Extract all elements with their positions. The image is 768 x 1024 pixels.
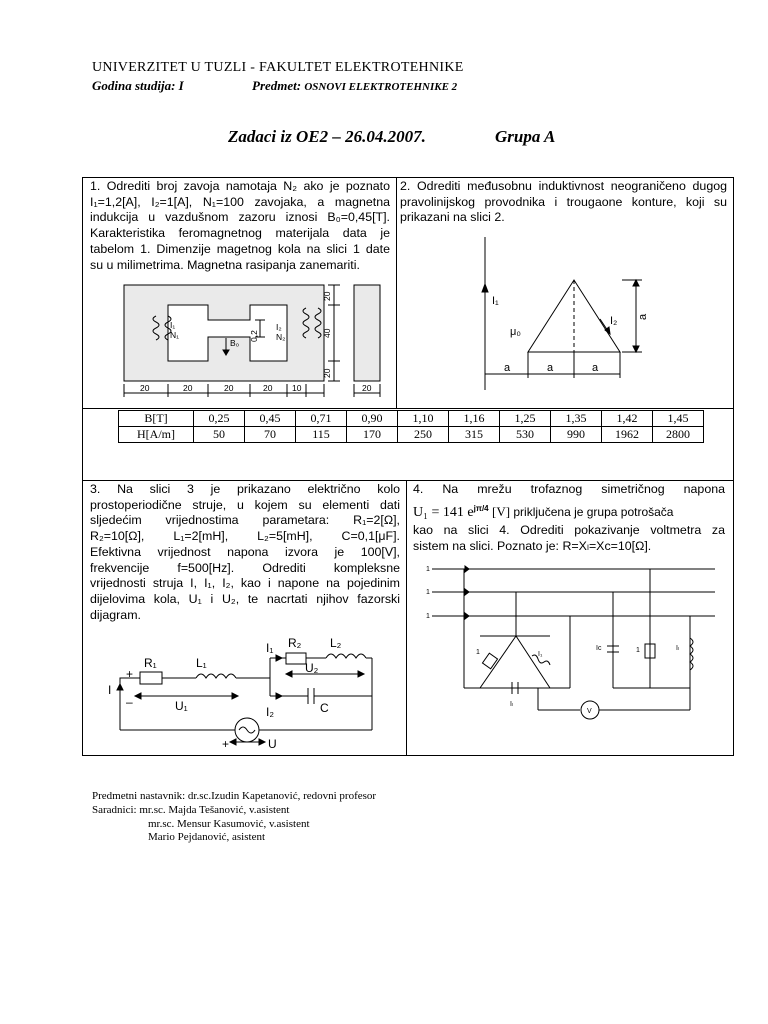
table-row-h xyxy=(119,427,704,443)
side-view xyxy=(354,285,380,381)
label-i2: I₂ xyxy=(276,322,282,332)
figure-3-ac-circuit xyxy=(100,630,400,752)
label-i1: I₁ xyxy=(170,320,176,330)
task-2-line: 2. Odrediti međusobnu induktivnost neograničeno dugog xyxy=(400,179,727,193)
task-3-line: R₂=10[Ω], L₁=2[mH], L₂=5[mH], C=0,1[μF]. xyxy=(90,529,400,544)
task-3-line: sljedećim vrijednostima parametara: R₁=2[Ω], xyxy=(90,513,400,528)
footer-assistant: mr.sc. Mensur Kasumović, v.asistent xyxy=(148,818,310,830)
dim-bottom: 20 xyxy=(140,383,150,393)
resistor-r2 xyxy=(286,653,306,664)
task-2-line: prikazani na slici 2. xyxy=(400,210,505,225)
task-4-line: 4. Na mrežu trofaznog simetričnog napona xyxy=(413,482,725,496)
task-3-line: 3. Na slici 3 je prikazano električno kolo xyxy=(90,482,400,496)
label-phase: 1 xyxy=(426,589,430,596)
task-3-line: Efektivna vrijednost napona izvora je 100[V], xyxy=(90,544,400,559)
label-b0: B₀ xyxy=(230,338,240,348)
gap-dim: 0,2 xyxy=(249,330,259,342)
inductor-l1 xyxy=(196,674,236,678)
h-cell: 2800 xyxy=(653,427,704,443)
footer-assistant: Mario Pejdanović, asistent xyxy=(148,831,266,843)
label-u2: U₂ xyxy=(305,661,319,675)
b-cell: 1,35 xyxy=(551,411,602,427)
dim-right: 20 xyxy=(322,368,332,378)
dim-bottom: 20 xyxy=(263,383,273,393)
inductor-l2 xyxy=(326,654,366,658)
resistor-r1 xyxy=(140,672,162,684)
exam-title: Zadaci iz OE2 – 26.04.2007. xyxy=(228,127,426,146)
subject xyxy=(252,78,457,94)
label-i1: I₁ xyxy=(492,295,499,307)
dim-bottom: 20 xyxy=(224,383,234,393)
figure-2-wire-triangle xyxy=(470,232,650,392)
label-i1: I₁ xyxy=(266,641,274,655)
year-subject-line xyxy=(92,78,458,94)
b-cell: 0,90 xyxy=(347,411,398,427)
label-plus: + xyxy=(126,667,134,681)
subject-name: OSNOVI ELEKTROTEHNIKE 2 xyxy=(304,81,458,93)
exam-group: Grupa A xyxy=(495,127,556,146)
b-cell: 1,16 xyxy=(449,411,500,427)
label-plus: + xyxy=(222,737,230,751)
dim-right: 20 xyxy=(322,291,332,301)
task-4-formula-line xyxy=(413,501,725,521)
label-c: C xyxy=(320,701,329,715)
label-v: V xyxy=(587,708,592,715)
footer-assistants: Saradnici: mr.sc. Majda Tešanović, v.asistent xyxy=(92,804,290,816)
formula-after: priključena je grupa potrošača xyxy=(513,504,674,519)
label-i: I xyxy=(108,683,112,697)
label-r2: R₂ xyxy=(288,636,302,650)
label-i1: I₁ xyxy=(538,651,543,658)
b-cell: 0,25 xyxy=(194,411,245,427)
label-u1: U₁ xyxy=(175,699,188,713)
task-1-line: Karakteristika feromagnetnog materijala data je xyxy=(90,226,390,241)
label-n2: N₂ xyxy=(276,332,286,342)
task-3-line: dijagram. xyxy=(90,607,141,622)
task-1-line: I₁=1,2[A], I₂=1[A], N₁=100 zavojaka, a magnetna xyxy=(90,194,390,209)
label-phase: 1 xyxy=(426,613,430,620)
label-phase: 1 xyxy=(426,566,430,573)
divider-bottom xyxy=(406,480,407,756)
label-i2: I₂ xyxy=(266,705,274,719)
label-a: a xyxy=(592,362,599,374)
b-label: B[T] xyxy=(119,411,194,427)
label-il: Iₗ xyxy=(510,701,514,708)
b-cell: 0,71 xyxy=(296,411,347,427)
dim-bottom: 20 xyxy=(362,383,372,393)
h-cell: 50 xyxy=(194,427,245,443)
label-ic: Iᴄ xyxy=(596,645,602,652)
label-a: a xyxy=(637,313,649,320)
subject-label: Predmet: xyxy=(252,78,302,93)
h-cell: 70 xyxy=(245,427,296,443)
label-mu0: μ₀ xyxy=(510,326,521,338)
university-header: UNIVERZITET U TUZLI - FAKULTET ELEKTROTEHNIKE xyxy=(92,60,464,75)
task-1-line: 1. Odrediti broj zavoja namotaja N₂ ako je poznato xyxy=(90,179,390,193)
task-3-line: frekvencije f=500[Hz]. Odrediti kompleksne xyxy=(90,560,400,575)
h-cell: 1962 xyxy=(602,427,653,443)
label-minus: – xyxy=(126,695,133,709)
label-n1: N₁ xyxy=(170,330,180,340)
label-u: U xyxy=(268,737,277,751)
formula-unit: [V] xyxy=(491,503,511,519)
label-a: a xyxy=(547,362,554,374)
task-3-line: dijelovima kola, U₁ i U₂, te nacrtati njihov fazorski xyxy=(90,591,400,606)
label-phase: 1 xyxy=(636,647,640,654)
task-2-line: pravolinijskog provodnika i trougaone konture, koji su xyxy=(400,194,727,209)
h-cell: 315 xyxy=(449,427,500,443)
task-1-line: tabelom 1. Dimenzije magetnog kola na slici 1 date xyxy=(90,241,390,256)
label-l1: L₁ xyxy=(196,656,207,670)
label-phase: 1 xyxy=(476,649,480,656)
table-row-b xyxy=(119,411,704,427)
h-cell: 250 xyxy=(398,427,449,443)
label-l2: L₂ xyxy=(330,636,342,650)
h-cell: 170 xyxy=(347,427,398,443)
label-il: Iₗ xyxy=(676,645,680,652)
label-a: a xyxy=(504,362,511,374)
task-4-text xyxy=(413,482,725,555)
task-1-line: su u milimetrima. Magnetna rasipanja zanemariti. xyxy=(90,257,360,272)
dim-bottom: 20 xyxy=(183,383,193,393)
divider-table-top xyxy=(82,408,734,409)
task-3-line: vrijednosti struja I, I₁, I₂, kao i napone na pojedinim xyxy=(90,576,400,591)
bh-table xyxy=(118,410,704,443)
h-cell: 990 xyxy=(551,427,602,443)
footer-professor: Predmetni nastavnik: dr.sc.Izudin Kapetanović, redovni profesor xyxy=(92,790,377,802)
label-r1: R₁ xyxy=(144,656,157,670)
h-label: H[A/m] xyxy=(119,427,194,443)
b-cell: 0,45 xyxy=(245,411,296,427)
task-4-line: kao na slici 4. Odrediti pokazivanje voltmetra za xyxy=(413,523,725,538)
h-cell: 530 xyxy=(500,427,551,443)
b-cell: 1,10 xyxy=(398,411,449,427)
divider-table-bottom xyxy=(82,480,734,481)
task-2-text xyxy=(400,179,727,226)
task-1-line: indukcija u vazdušnom zazoru iznosi B₀=0,45[T]. xyxy=(90,210,390,225)
figure-1-magnetic-circuit xyxy=(100,280,395,402)
task-3-text xyxy=(90,482,400,623)
b-cell: 1,45 xyxy=(653,411,704,427)
task-1-text xyxy=(90,179,390,273)
task-3-line: prostoperiodične struje, u kojem su elementi dati xyxy=(90,497,400,512)
divider-top xyxy=(396,177,397,408)
dim-bottom: 10 xyxy=(292,383,302,393)
dim-right: 40 xyxy=(322,328,332,338)
formula-u1: U₁ = 141 e xyxy=(413,504,474,520)
h-cell: 115 xyxy=(296,427,347,443)
formula-exponent: jπ/4 xyxy=(473,503,489,513)
study-year: Godina studija: I xyxy=(92,78,184,93)
b-cell: 1,25 xyxy=(500,411,551,427)
figure-4-three-phase xyxy=(420,558,720,728)
label-i2: I₂ xyxy=(610,315,618,327)
task-4-line: sistem na slici. Poznato je: R=Xₗ=Xᴄ=10[Ω]. xyxy=(413,539,652,554)
b-cell: 1,42 xyxy=(602,411,653,427)
